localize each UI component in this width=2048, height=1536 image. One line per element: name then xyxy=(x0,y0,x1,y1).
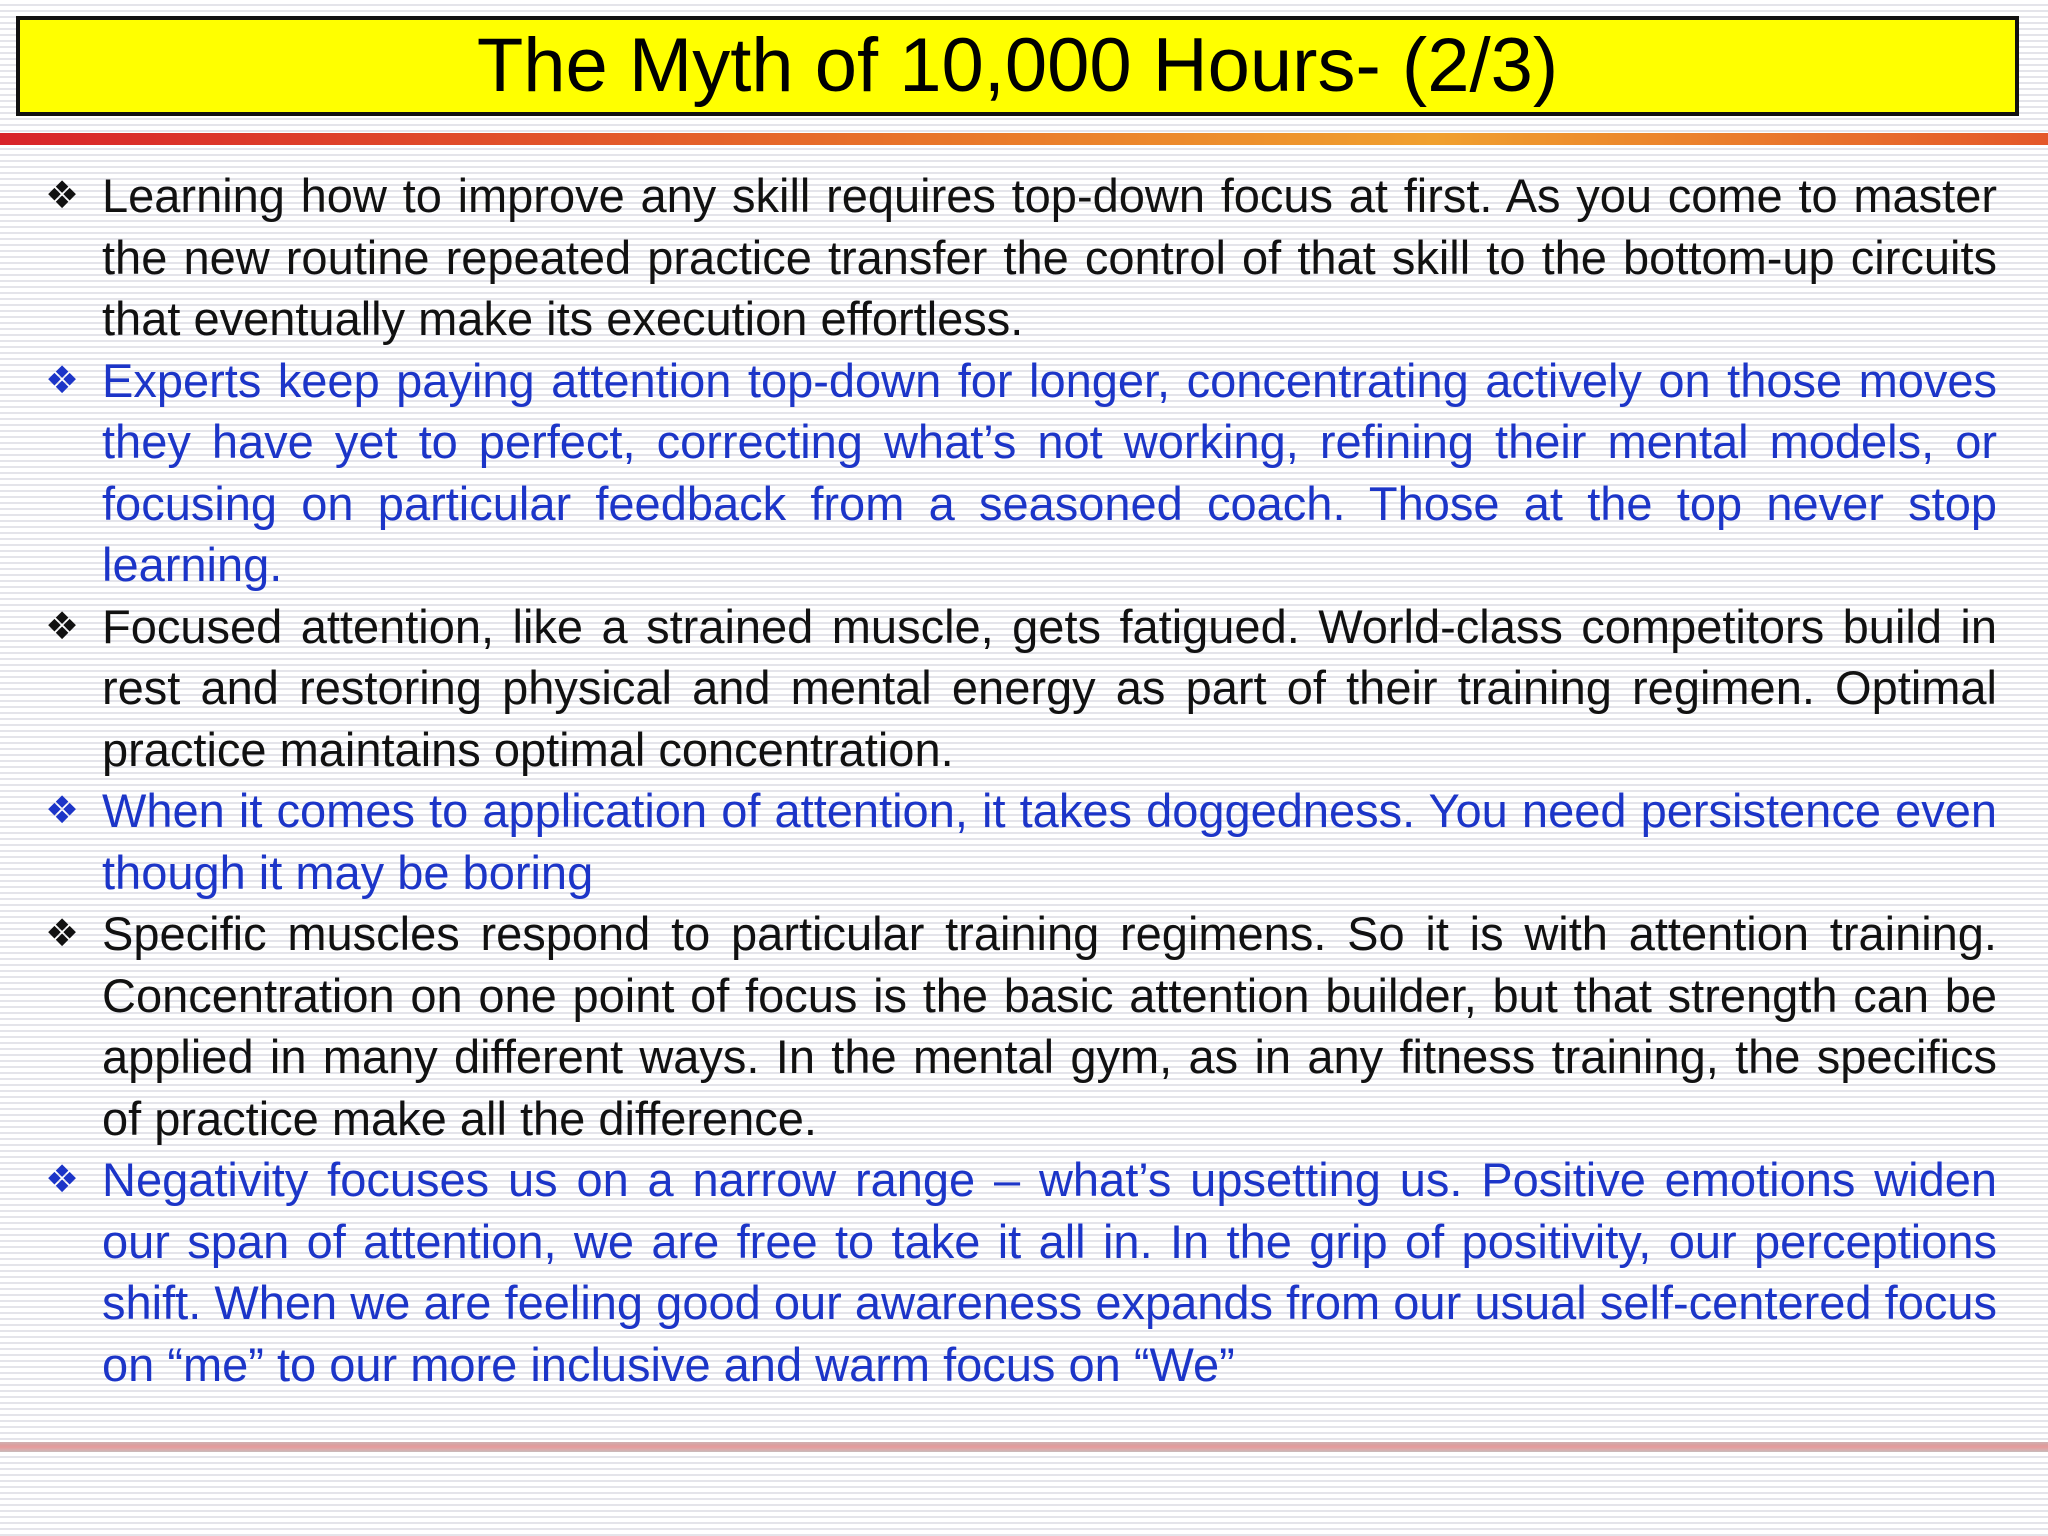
bullet-text: Learning how to improve any skill requires top-down focus at first. As you come to master the new routine repeated practice transfer the control of that skill to the bottom-up circuits that eventually make its execution effortless. xyxy=(102,169,1997,345)
diamond-bullet-icon: ❖ xyxy=(44,603,80,648)
title-divider xyxy=(0,133,2048,145)
bullet-text: When it comes to application of attention, it takes doggedness. You need persistence even though it may be boring xyxy=(102,784,1997,899)
diamond-bullet-icon: ❖ xyxy=(44,788,80,832)
diamond-bullet-icon: ❖ xyxy=(44,357,80,402)
diamond-bullet-icon: ❖ xyxy=(44,911,80,955)
diamond-bullet-icon: ❖ xyxy=(44,1157,80,1201)
footer-divider xyxy=(0,1442,2048,1452)
bullet-item xyxy=(40,903,1997,1149)
slide-title: The Myth of 10,000 Hours- (2/3) xyxy=(476,23,1559,108)
bullet-text: Experts keep paying attention top-down for longer, concentrating actively on those moves they have yet to perfect, correcting what’s not working, refining their mental models, or focusing on particular feedback from a seasoned coach. Those at the top never stop learning. xyxy=(102,353,1997,591)
bullet-item xyxy=(40,165,1997,350)
bullet-text: Focused attention, like a strained muscle, gets fatigued. World-class competitors build in rest and restoring physical and mental energy as part of their training regimen. Optimal practice maintains optimal concentration. xyxy=(102,599,1997,776)
bullet-item xyxy=(40,1149,1997,1395)
bullet-list xyxy=(40,165,1997,1395)
bullet-item xyxy=(40,596,1997,781)
bullet-text: Specific muscles respond to particular training regimens. So it is with attention training. Concentration on one point of focus is the basic attention builder, but that strength can be applied in many different ways. In the mental gym, as in any fitness training, the specifics of practice make all the difference. xyxy=(102,907,1997,1145)
title-banner xyxy=(16,16,2019,116)
bullet-item xyxy=(40,350,1997,596)
bullet-item xyxy=(40,780,1997,903)
diamond-bullet-icon: ❖ xyxy=(44,173,80,217)
bullet-text: Negativity focuses us on a narrow range – what’s upsetting us. Positive emotions widen our span of attention, we are free to take it all in. In the grip of positivity, our perceptions shift. When we are feeling good our awareness expands from our usual self-centered focus on “me” to our more inclusive and warm focus on “We” xyxy=(102,1153,1997,1391)
